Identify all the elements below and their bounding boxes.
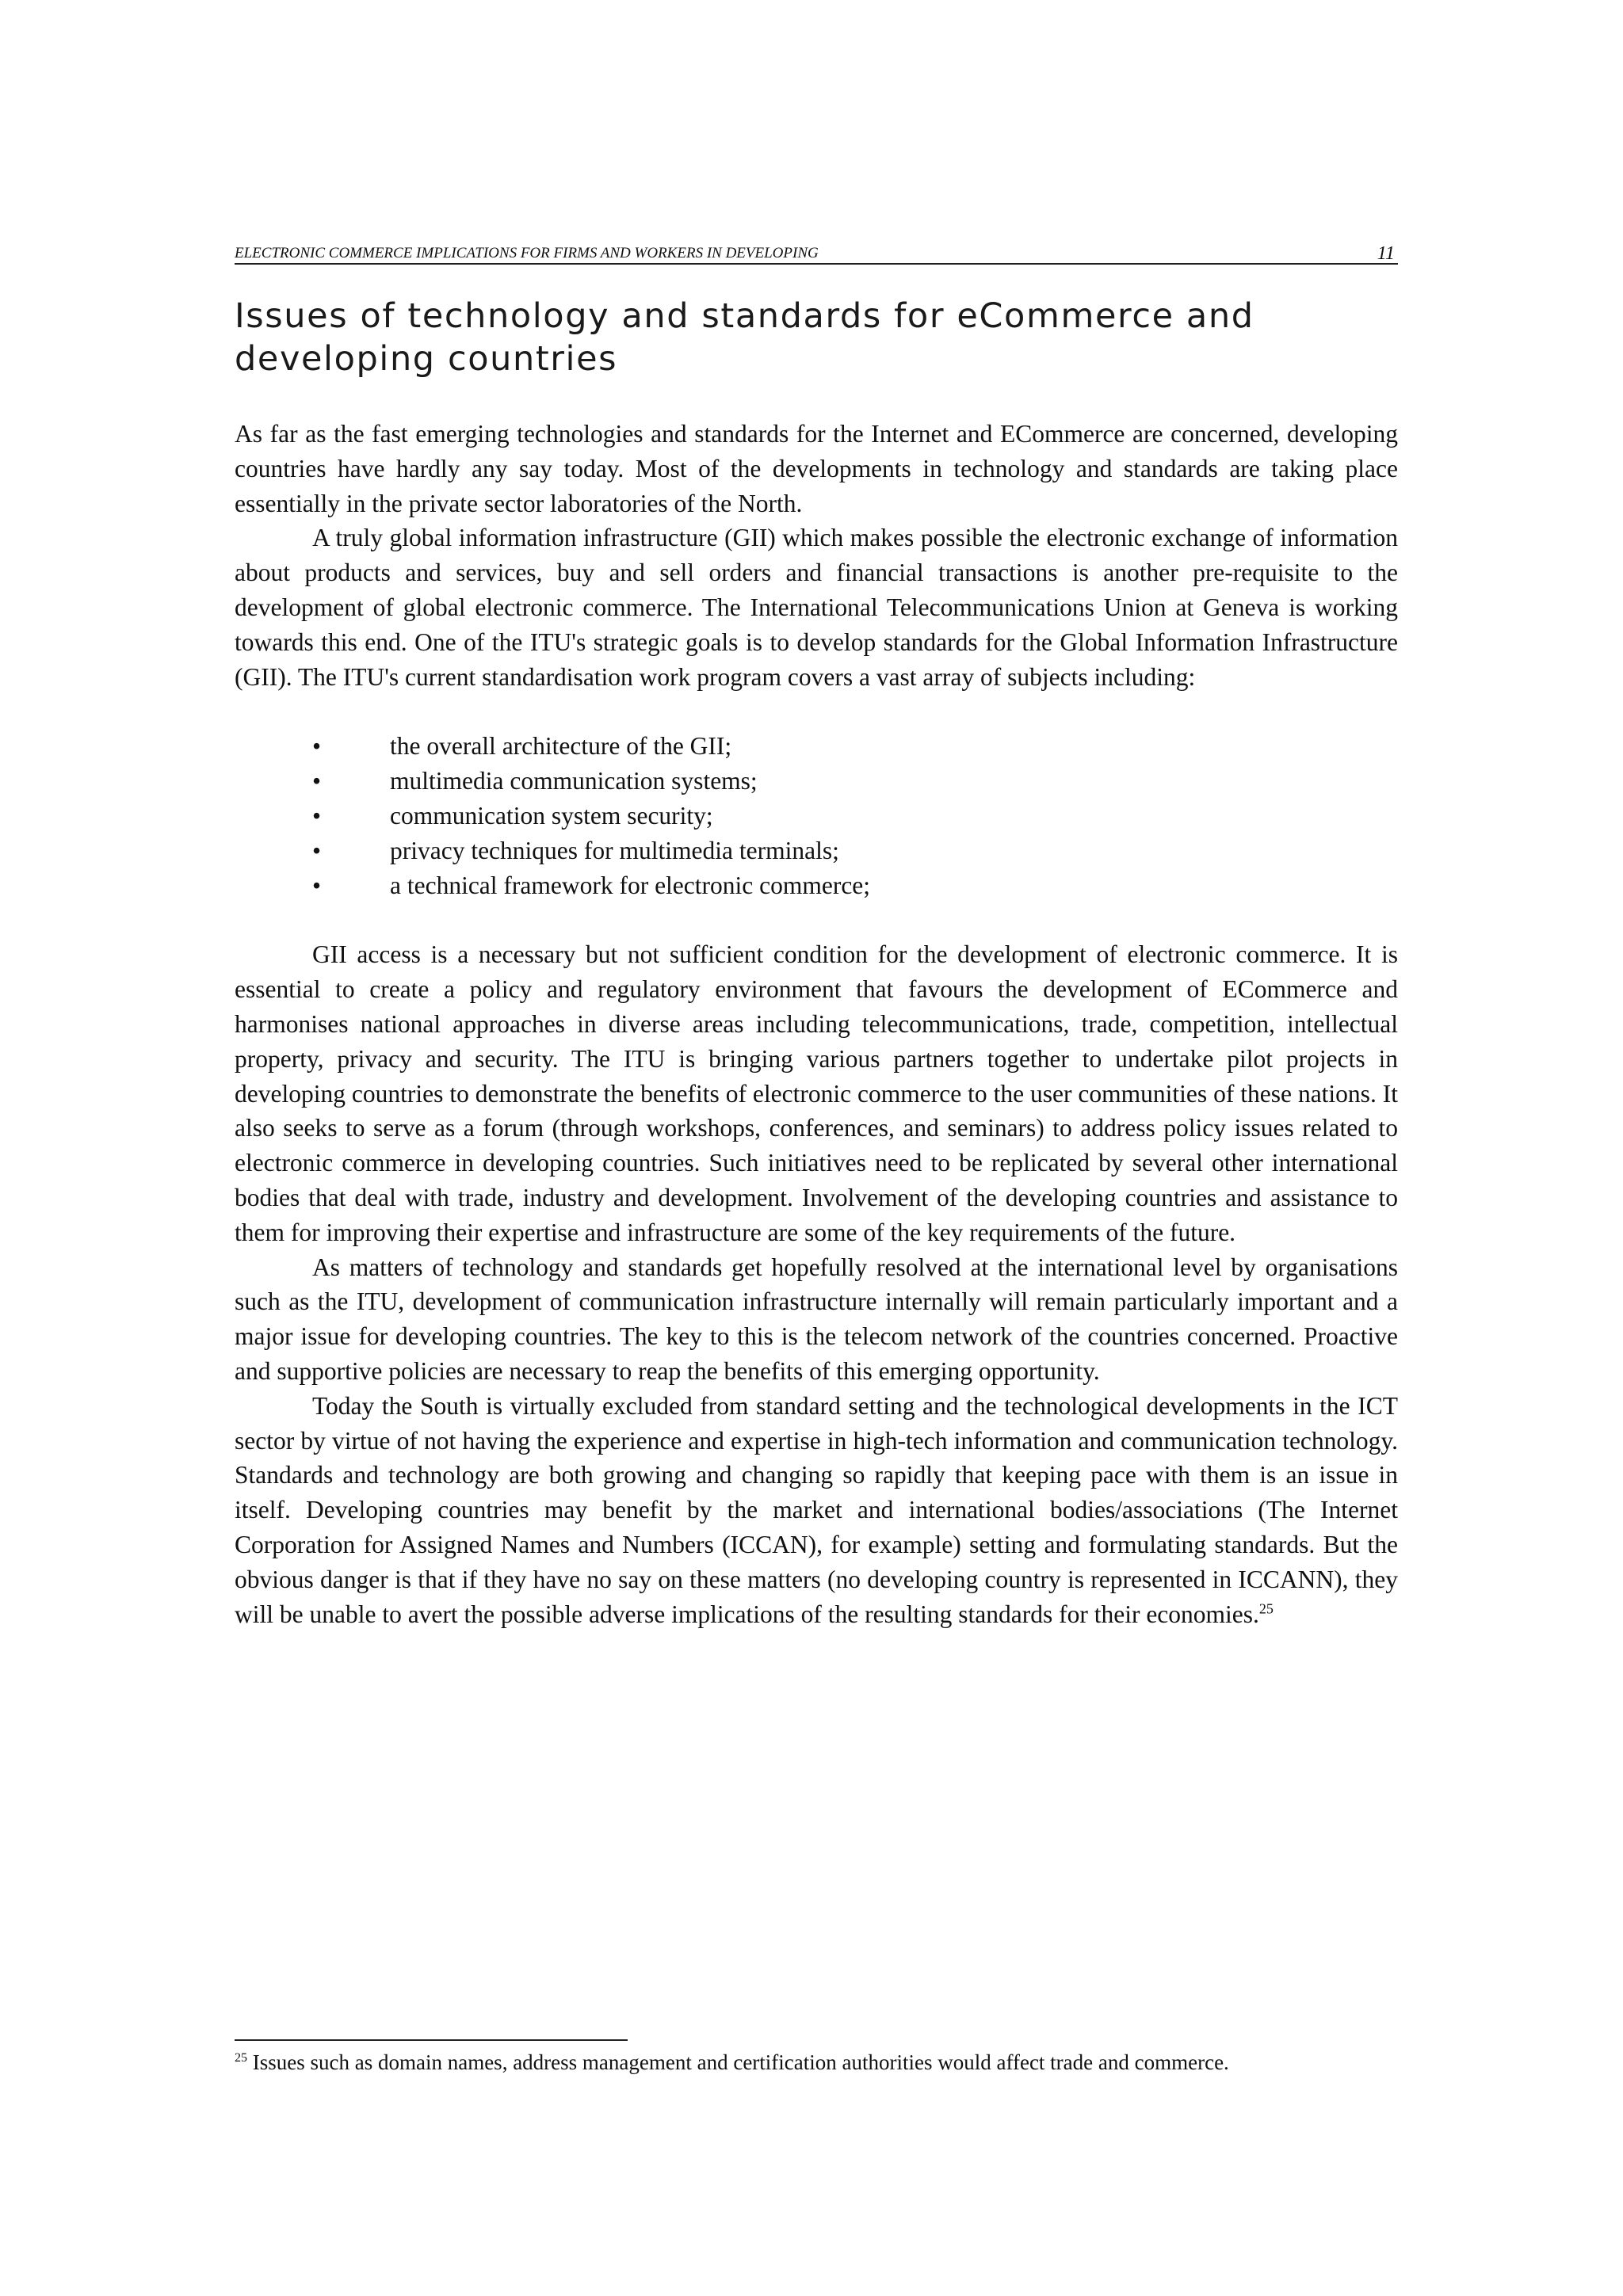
body-text [235, 417, 1398, 1631]
paragraph-2: A truly global information infrastructure (GII) which makes possible the electronic exchange of information about products and services, buy and sell orders and financial transactions is another pre-requisite to the development of global electronic commerce. The International Telecommunications Union at Geneva is working towards this end. One of the ITU's strategic goals is to develop standards for the Global Information Infrastructure (GII). The ITU's current standardisation work program covers a vast array of subjects including: [235, 524, 1398, 691]
list-item-text: a technical framework for electronic commerce; [390, 871, 871, 899]
list-item [235, 729, 1398, 764]
footnote-divider [235, 2039, 628, 2041]
paragraph-5 [235, 1389, 1398, 1632]
bullet-icon: • [312, 871, 322, 899]
running-title: ELECTRONIC COMMERCE IMPLICATIONS FOR FIRMS AND WORKERS IN DEVELOPING [235, 245, 819, 261]
bullet-icon: • [312, 732, 322, 761]
section-heading: Issues of technology and standards for eCommerce and developing countries [235, 296, 1254, 379]
page-number: 11 [1377, 243, 1395, 264]
list-item-text: the overall architecture of the GII; [390, 732, 732, 761]
list-item-text: privacy techniques for multimedia terminals; [390, 836, 839, 864]
paragraph-5-text: Today the South is virtually excluded from standard setting and the technological developments in the ICT sector by virtue of not having the experience and expertise in high-tech information and communication technology. Standards and technology are both growing and changing so rapidly that keeping pace with them is an issue in itself. Developing countries may benefit by the market and international bodies/associations (The Internet Corporation for Assigned Names and Numbers (ICCAN), for example) setting and formulating standards. But the obvious danger is that if they have no say on these matters (no developing country is represented in ICCANN), they will be unable to avert the possible adverse implications of the resulting standards for their economies. [235, 1391, 1398, 1628]
footnote-text: Issues such as domain names, address management and certification authorities would affect trade and commerce. [252, 2050, 1229, 2074]
footnote [235, 2048, 1423, 2077]
list-item [235, 868, 1398, 903]
paragraph-1: As far as the fast emerging technologies and standards for the Internet and ECommerce are concerned, developing countries have hardly any say today. Most of the developments in technology and standards are taking place essentially in the private sector laboratories of the North. [235, 420, 1398, 517]
paragraph-3: GII access is a necessary but not sufficient condition for the development of electronic commerce. It is essential to create a policy and regulatory environment that favours the development of ECommerce and harmonises national approaches in diverse areas including telecommunications, trade, competition, intellectual property, privacy and security. The ITU is bringing various partners together to undertake pilot projects in developing countries to demonstrate the benefits of electronic commerce to the user communities of these nations. It also seeks to serve as a forum (through workshops, conferences, and seminars) to address policy issues related to electronic commerce in developing countries. Such initiatives need to be replicated by several other international bodies that deal with trade, industry and development. Involvement of the developing countries and assistance to them for improving their expertise and infrastructure are some of the key requirements of the future. [235, 940, 1398, 1246]
list-item-text: multimedia communication systems; [390, 767, 758, 795]
running-header [235, 239, 1398, 265]
footnote-number: 25 [235, 2051, 247, 2065]
standards-subject-list [235, 729, 1398, 902]
bullet-icon: • [312, 767, 322, 795]
list-item [235, 799, 1398, 833]
list-item [235, 764, 1398, 799]
footnote-reference[interactable]: 25 [1258, 1600, 1274, 1616]
list-item-text: communication system security; [390, 801, 713, 830]
paragraph-4: As matters of technology and standards get hopefully resolved at the international level by organisations such as the ITU, development of communication infrastructure internally will remain particularly important and a major issue for developing countries. The key to this is the telecom network of the countries concerned. Proactive and supportive policies are necessary to reap the benefits of this emerging opportunity. [235, 1253, 1398, 1385]
bullet-icon: • [312, 836, 322, 864]
bullet-icon: • [312, 801, 322, 830]
list-item [235, 833, 1398, 868]
